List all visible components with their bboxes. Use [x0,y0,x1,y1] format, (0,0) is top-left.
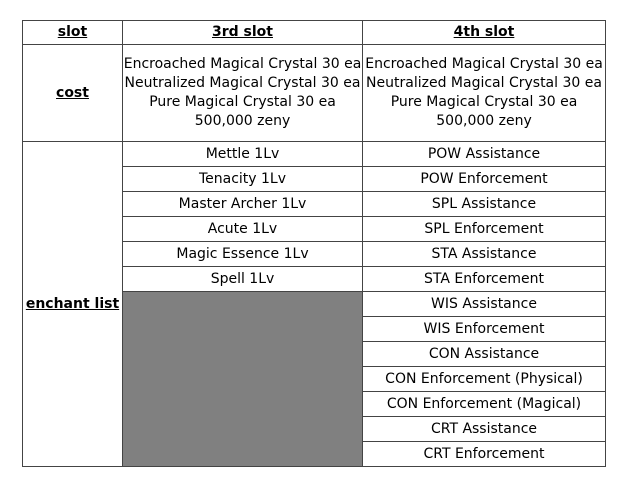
enchant-fourth-item: CON Assistance [363,342,606,367]
cost-line: 500,000 zeny [194,113,291,129]
cost-line: Neutralized Magical Crystal 30 ea [366,75,602,91]
enchant-third-item: Spell 1Lv [123,267,363,292]
enchant-fourth-item: CON Enforcement (Physical) [363,367,606,392]
enchant-fourth-item: POW Enforcement [363,167,606,192]
enchant-third-item: Acute 1Lv [123,217,363,242]
cost-row [23,45,606,142]
header-slot: slot [23,21,123,45]
enchant-fourth-item: SPL Enforcement [363,217,606,242]
enchant-third-item: Mettle 1Lv [123,142,363,167]
enchant-fourth-item: SPL Assistance [363,192,606,217]
cost-line: Pure Magical Crystal 30 ea [390,94,578,110]
enchant-fourth-item: STA Enforcement [363,267,606,292]
header-row [23,21,606,45]
enchant-third-item: Magic Essence 1Lv [123,242,363,267]
cost-line: Encroached Magical Crystal 30 ea [123,56,362,72]
enchant-fourth-item: POW Assistance [363,142,606,167]
cost-line: 500,000 zeny [436,113,532,129]
cost-line: Neutralized Magical Crystal 30 ea [124,75,361,91]
enchant-fourth-item: WIS Assistance [363,292,606,317]
header-third-slot: 3rd slot [123,21,363,45]
enchant-table [22,20,606,467]
cost-line: Pure Magical Crystal 30 ea [149,94,336,110]
enchant-third-item: Tenacity 1Lv [123,167,363,192]
header-fourth-slot: 4th slot [363,21,606,45]
cost-fourth-slot [363,45,606,142]
cost-line: Encroached Magical Crystal 30 ea [365,56,603,72]
enchant-list-label: enchant list [23,142,123,467]
enchant-fourth-item: CON Enforcement (Magical) [363,392,606,417]
enchant-fourth-item: WIS Enforcement [363,317,606,342]
cost-label: cost [23,45,123,142]
enchant-third-item: Master Archer 1Lv [123,192,363,217]
enchant-row [23,142,606,167]
enchant-fourth-item: STA Assistance [363,242,606,267]
empty-shaded-cell [123,292,363,467]
cost-third-slot [123,45,363,142]
enchant-fourth-item: CRT Enforcement [363,442,606,467]
enchant-fourth-item: CRT Assistance [363,417,606,442]
